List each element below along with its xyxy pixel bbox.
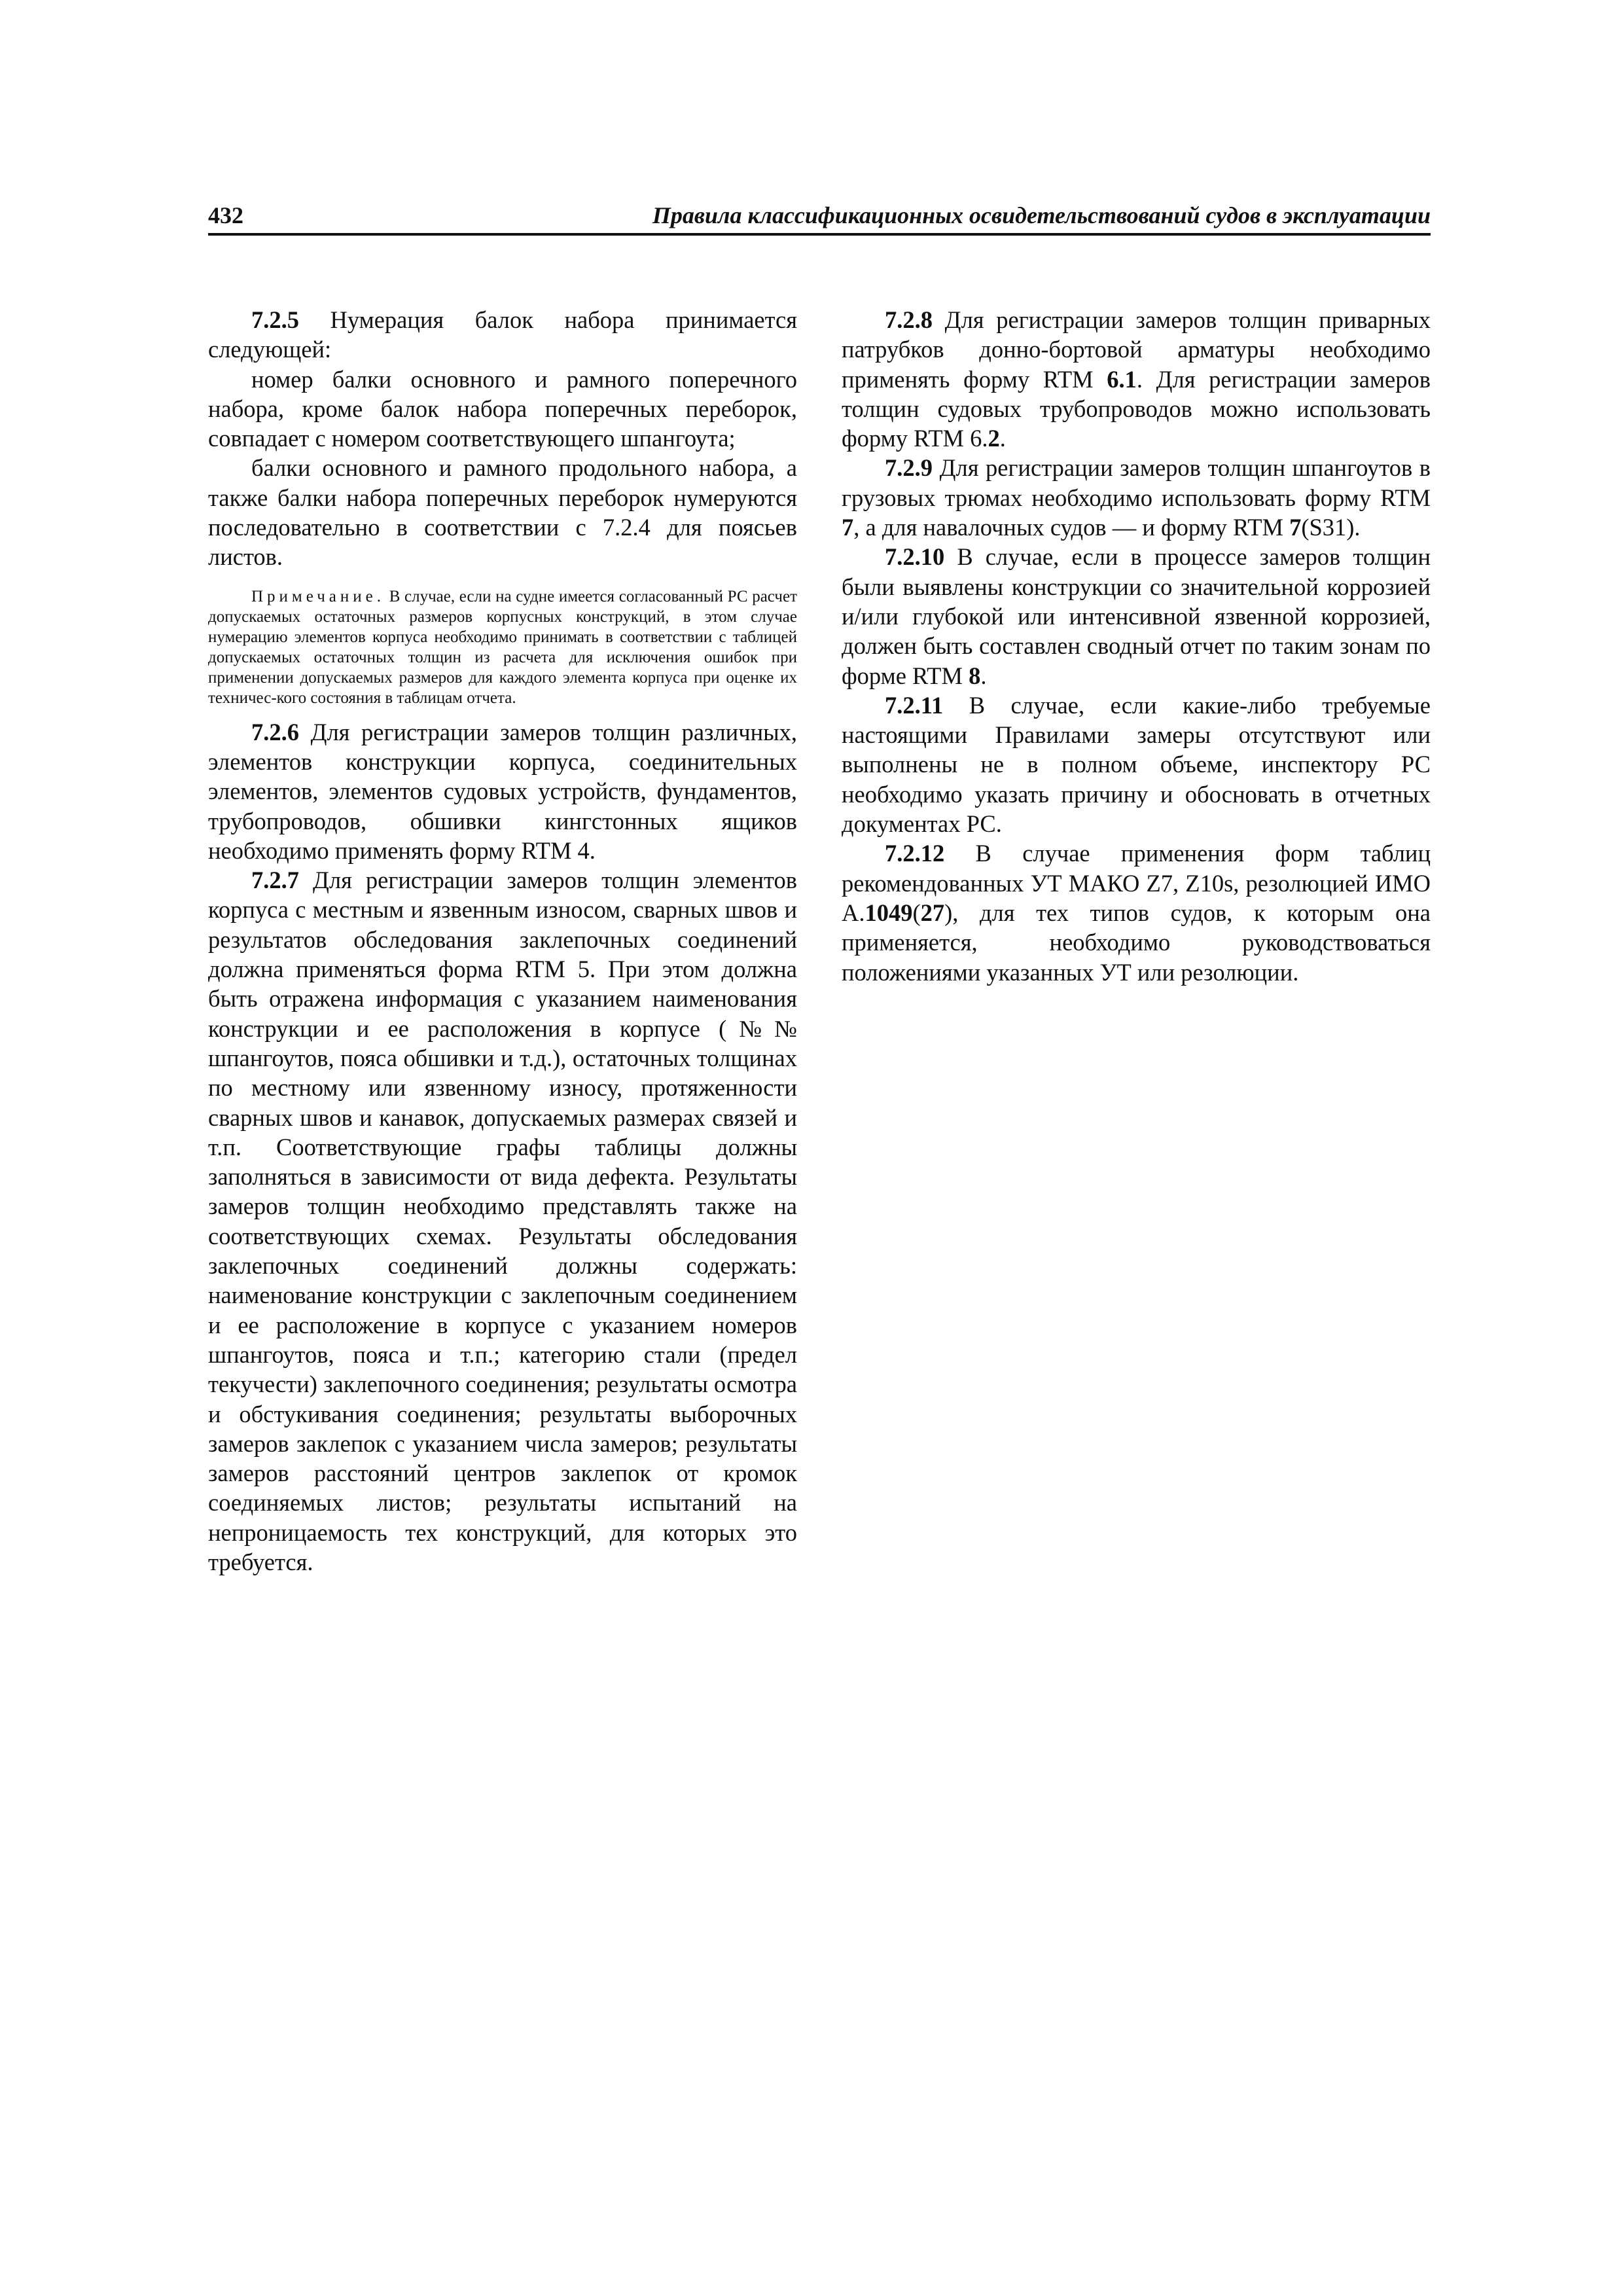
form-number: 7 xyxy=(842,514,854,541)
paragraph-7-2-10 xyxy=(842,542,1431,690)
paragraph-text: . xyxy=(999,425,1006,452)
paragraph-7-2-5 xyxy=(208,305,797,365)
clause-number: 7.2.8 xyxy=(885,306,933,333)
paragraph-longitudinal-numbering: балки основного и рамного продольного набора, а также балки набора поперечных переборок нумеруются последовательно в соответствии с 7.2.4 для поясьев листов. xyxy=(208,454,797,571)
paragraph-text: , а для навалочных судов — и форму RTM xyxy=(853,514,1290,541)
paragraph-text: Для регистрации замеров толщин различных, элементов конструкции корпуса, соединительных элементов, элементов судовых устройств, фундаментов, трубопроводов, обшивки кингстонных ящиков необходимо применять форму RTM 4. xyxy=(208,718,797,864)
paragraph-7-2-6 xyxy=(208,717,797,865)
paragraph-text: (S31). xyxy=(1301,514,1361,541)
form-number: 8 xyxy=(969,662,981,689)
paragraph-text: Для регистрации замеров толщин элементов корпуса с местным и язвенным износом, сварных швов и результатов обследования заклепочных соединений должна применяться форма RTM 5. При этом должна быть отражена информация с указанием наименования конструкции и ее расположения в корпусе (№№ шпангоутов, пояса обшивки и т.д.), остаточных толщинах по местному или язвенному износу, протяженности сварных швов и канавок, допускаемых размерах связей и т.п. Соответствующие графы таблицы должны заполняться в зависимости от вида дефекта. Результаты замеров толщин необходимо представлять также на соответствующих схемах. Результаты обследования заклепочных соединений должны содержать: наименование конструкции с заклепочным соединением и ее расположение в корпусе с указанием номеров шпангоутов, пояса и т.п.; категорию стали (предел текучести) заклепочного соединения; результаты осмотра и обстукивания соединения; результаты выборочных замеров заклепок с указанием числа замеров; результаты замеров расстояний центров заклепок от кромок соединяемых листов; результаты испытаний на непроницаемость тех конструкций, для которых это требуется. xyxy=(208,867,797,1575)
running-title: Правила классификационных освидетельствований судов в эксплуатации xyxy=(652,202,1431,228)
left-column xyxy=(208,305,797,1577)
paragraph-text: В случае применения форм таблиц рекомендованных УТ МАКО Z7, Z10s, резолюцией ИМО A. xyxy=(842,840,1431,926)
paragraph-text: В случае, если какие-либо требуемые настоящими Правилами замеры отсутствуют или выполнены не в полном объеме, инспектору РС необходимо указать причину и обосновать в отчетных документах РС. xyxy=(842,691,1431,838)
clause-number: 7.2.7 xyxy=(251,867,299,894)
paragraph-text: . xyxy=(980,662,987,689)
paragraph-text: В случае, если в процессе замеров толщин были выявлены конструкции со значительной коррозией и/или глубокой или интенсивной язвенной коррозией, должен быть составлен сводный отчет по таким зонам по форме RTM xyxy=(842,543,1431,689)
paragraph-text: ( xyxy=(912,899,921,926)
paragraph-text: ), для тех типов судов, к которым она применяется, необходимо руководствоваться положениями указанных УТ или резолюции. xyxy=(842,899,1431,986)
clause-number: 7.2.6 xyxy=(251,718,299,745)
paragraph-text: Для регистрации замеров толщин шпангоутов в грузовых трюмах необходимо использовать форму RTM xyxy=(842,454,1431,511)
paragraph-transverse-numbering: номер балки основного и рамного поперечного набора, кроме балок набора поперечных переборок, совпадает с номером соответствующего шпангоута; xyxy=(208,365,797,452)
paragraph-text: Нумерация балок набора принимается следующей: xyxy=(208,306,797,363)
page-number: 432 xyxy=(208,202,243,228)
page-header xyxy=(208,200,1431,236)
form-number: 6.1 xyxy=(1107,365,1137,393)
note-label: Примечание. xyxy=(251,587,385,605)
paragraph-7-2-11 xyxy=(842,691,1431,838)
clause-number: 7.2.9 xyxy=(885,454,933,482)
paragraph-text: Для регистрации замеров толщин приварных патрубков донно-бортовой арматуры необходимо применять форму RTM xyxy=(842,306,1431,393)
clause-number: 7.2.5 xyxy=(251,306,299,333)
paragraph-7-2-9 xyxy=(842,453,1431,542)
note xyxy=(208,586,797,708)
resolution-number: 1049 xyxy=(865,899,913,926)
paragraph-7-2-12 xyxy=(842,838,1431,986)
form-number: 2 xyxy=(988,425,1000,452)
clause-number: 7.2.12 xyxy=(885,840,945,867)
paragraph-7-2-7 xyxy=(208,865,797,1577)
clause-number: 7.2.11 xyxy=(885,691,944,719)
resolution-number: 27 xyxy=(920,899,945,926)
paragraph-7-2-8 xyxy=(842,305,1431,453)
paragraph-text: . Для регистрации замеров толщин судовых трубопроводов можно использовать форму RTM 6. xyxy=(842,365,1431,452)
form-number: 7 xyxy=(1289,514,1302,541)
clause-number: 7.2.10 xyxy=(885,543,945,571)
note-text: В случае, если на судне имеется согласованный РС расчет допускаемых остаточных размеров корпусных конструкций, в этом случае нумерацию элементов корпуса необходимо принимать в соответствии с таблицей допускаемых остаточных толщин из расчета для исключения ошибок при применении допускаемых размеров для каждого элемента корпуса при оценке их техничес-кого состояния в таблицам отчета. xyxy=(208,587,797,707)
right-column xyxy=(842,305,1431,987)
